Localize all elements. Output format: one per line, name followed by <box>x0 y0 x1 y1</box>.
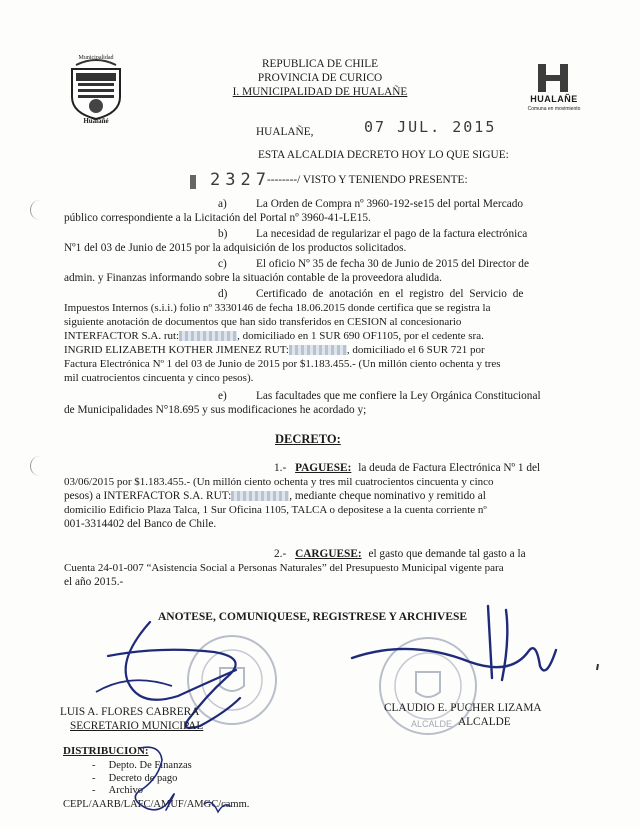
carguese-line-2: Cuenta 24-01-007 “Asistencia Social a Personas Naturales” del Presupuesto Municipal vigente para <box>64 562 504 574</box>
stamp-text-alcalde: ALCALDE <box>411 719 453 729</box>
paguese-line-4: domicilio Edificio Plaza Talca, 1 Sur Oficina 1105, TALCA o depositese a la cuenta corriente nº <box>64 504 487 516</box>
left-signer-name: LUIS A. FLORES CABRERA <box>60 706 200 718</box>
punch-hole-bottom <box>30 456 45 476</box>
right-hualane-logo <box>526 64 582 120</box>
right-logo-text: HUALAÑE <box>530 94 578 104</box>
intro-text: ESTA ALCALDIA DECRETO HOY LO QUE SIGUE: <box>258 149 509 161</box>
header-province: PROVINCIA DE CURICO <box>257 72 383 84</box>
item-d-line-6: mil cuatrocientos cincuenta y cinco pesos). <box>64 372 254 384</box>
distribution-handwriting-marks <box>100 740 240 820</box>
redacted-rut <box>231 491 289 501</box>
decree-number-mark <box>190 175 196 189</box>
paguese-line-3b: , mediante cheque nominativo y remitido al <box>289 490 486 502</box>
item-d-line-3a: INTERFACTOR S.A. rut: <box>64 330 180 342</box>
item-a-rest: público correspondiente a la Licitación del Portal nº 3960-41-LE15. <box>64 212 371 224</box>
item-b-letter: b) <box>218 228 228 240</box>
left-municipal-logo <box>68 57 124 123</box>
decreto-title: DECRETO: <box>275 432 341 446</box>
distribution-item: - Depto. De Finanzas <box>92 760 192 771</box>
paguese-keyword: PAGUESE: <box>295 462 352 474</box>
item-d-line-3b: , domiciliado en 1 SUR 690 OF1105, por el cedente sra. <box>237 330 484 342</box>
distribution-item: - Decreto de pago <box>92 772 178 784</box>
paguese-num: 1.- <box>274 462 287 474</box>
date-stamp: 07 JUL. 2015 <box>364 118 497 136</box>
distribution-item: - Archivo <box>92 785 144 796</box>
header-country: REPUBLICA DE CHILE <box>261 58 379 70</box>
item-a-first: La Orden de Compra nº 3960-192-se15 del portal Mercado <box>256 198 524 210</box>
visto-header: --------/ VISTO Y TENIENDO PRESENTE: <box>267 174 468 186</box>
right-signer-name: CLAUDIO E. PUCHER LIZAMA <box>384 702 542 714</box>
redacted-rut <box>179 331 237 341</box>
carguese-first: el gasto que demande tal gasto a la <box>368 548 526 560</box>
item-d-letter: d) <box>218 288 228 300</box>
distribution-initials: CEPL/AARB/LAFC/AMUF/AMGC/camm. <box>63 799 250 810</box>
redacted-rut <box>289 345 347 355</box>
item-a-letter: a) <box>218 198 227 210</box>
carguese-keyword: CARGUESE: <box>295 548 362 560</box>
item-b-rest: Nº1 del 03 de Junio de 2015 por la adquisición de los productos solicitados. <box>64 242 407 254</box>
left-logo-text-top: Municipalidad <box>78 55 114 61</box>
carguese-line-3: el año 2015.- <box>64 576 124 588</box>
item-c-rest: admin. y Finanzas informando sobre la situación contable de la proveedora aludida. <box>64 272 443 284</box>
carguese-first-line <box>274 547 526 562</box>
item-e-letter: e) <box>218 390 227 402</box>
item-c-first: El oficio Nº 35 de fecha 30 de Junio de 2015 del Director de <box>256 258 529 270</box>
item-d-line-4b: , domiciliado el 6 SUR 721 por <box>346 344 485 356</box>
item-d-line-1: Impuestos Internos (s.i.i.) folio nº 3330146 de fecha 18.06.2015 donde certifica que se registra la <box>64 302 491 314</box>
item-d-line-3 <box>64 329 484 344</box>
decree-number: 2327 <box>210 170 271 190</box>
item-e-rest: de Municipalidades N°18.695 y sus modificaciones he acordado y; <box>64 404 367 416</box>
paguese-first-line <box>274 461 540 476</box>
place-name: HUALAÑE, <box>256 126 314 138</box>
carguese-num: 2.- <box>274 548 287 560</box>
paguese-line-5: 001-3314402 del Banco de Chile. <box>64 518 217 530</box>
header-municipality: I. MUNICIPALIDAD DE HUALAÑE <box>232 86 408 98</box>
item-c-letter: c) <box>218 258 227 270</box>
item-b-first: La necesidad de regularizar el pago de la factura electrónica <box>256 228 528 240</box>
closing-formula: ANOTESE, COMUNIQUESE, REGISTRESE Y ARCHIVESE <box>158 611 468 623</box>
distribution-title: DISTRIBUCION: <box>63 745 149 757</box>
punch-hole-top <box>30 200 45 220</box>
right-logo-subtext: Comuna en movimiento <box>527 106 581 112</box>
item-e-first: Las facultades que me confiere la Ley Orgánica Constitucional <box>256 390 541 402</box>
h-logo-mark <box>538 64 568 92</box>
paguese-line-2: 03/06/2015 por $1.183.455.- (Un millón ciento ochenta y tres mil cuatrocientos cincuenta y cinco <box>64 476 494 488</box>
right-signer-title: ALCALDE <box>458 716 511 728</box>
paguese-first: la deuda de Factura Electrónica Nº 1 del <box>358 462 541 474</box>
item-d-line-5: Factura Electrónica Nº 1 del 03 de Junio de 2015 por $1.183.455.- (Un millón ciento ochenta y tres <box>64 358 501 370</box>
left-logo-text-bottom: Hualañé <box>83 117 109 125</box>
item-d-line-2: siguiente anotación de documentos que han sido transferidos en CESION al concesionario <box>64 316 462 328</box>
item-d-line-4a: INGRID ELIZABETH KOTHER JIMENEZ RUT: <box>64 344 289 356</box>
left-signer-title: SECRETARIO MUNICIPAL <box>70 720 204 732</box>
paguese-line-3a: pesos) a INTERFACTOR S.A. RUT: <box>64 490 232 502</box>
item-d-line-4 <box>64 343 485 358</box>
item-d-first: Certificado de anotación en el registro del Servicio de <box>256 288 524 300</box>
paguese-line-3 <box>64 489 486 504</box>
